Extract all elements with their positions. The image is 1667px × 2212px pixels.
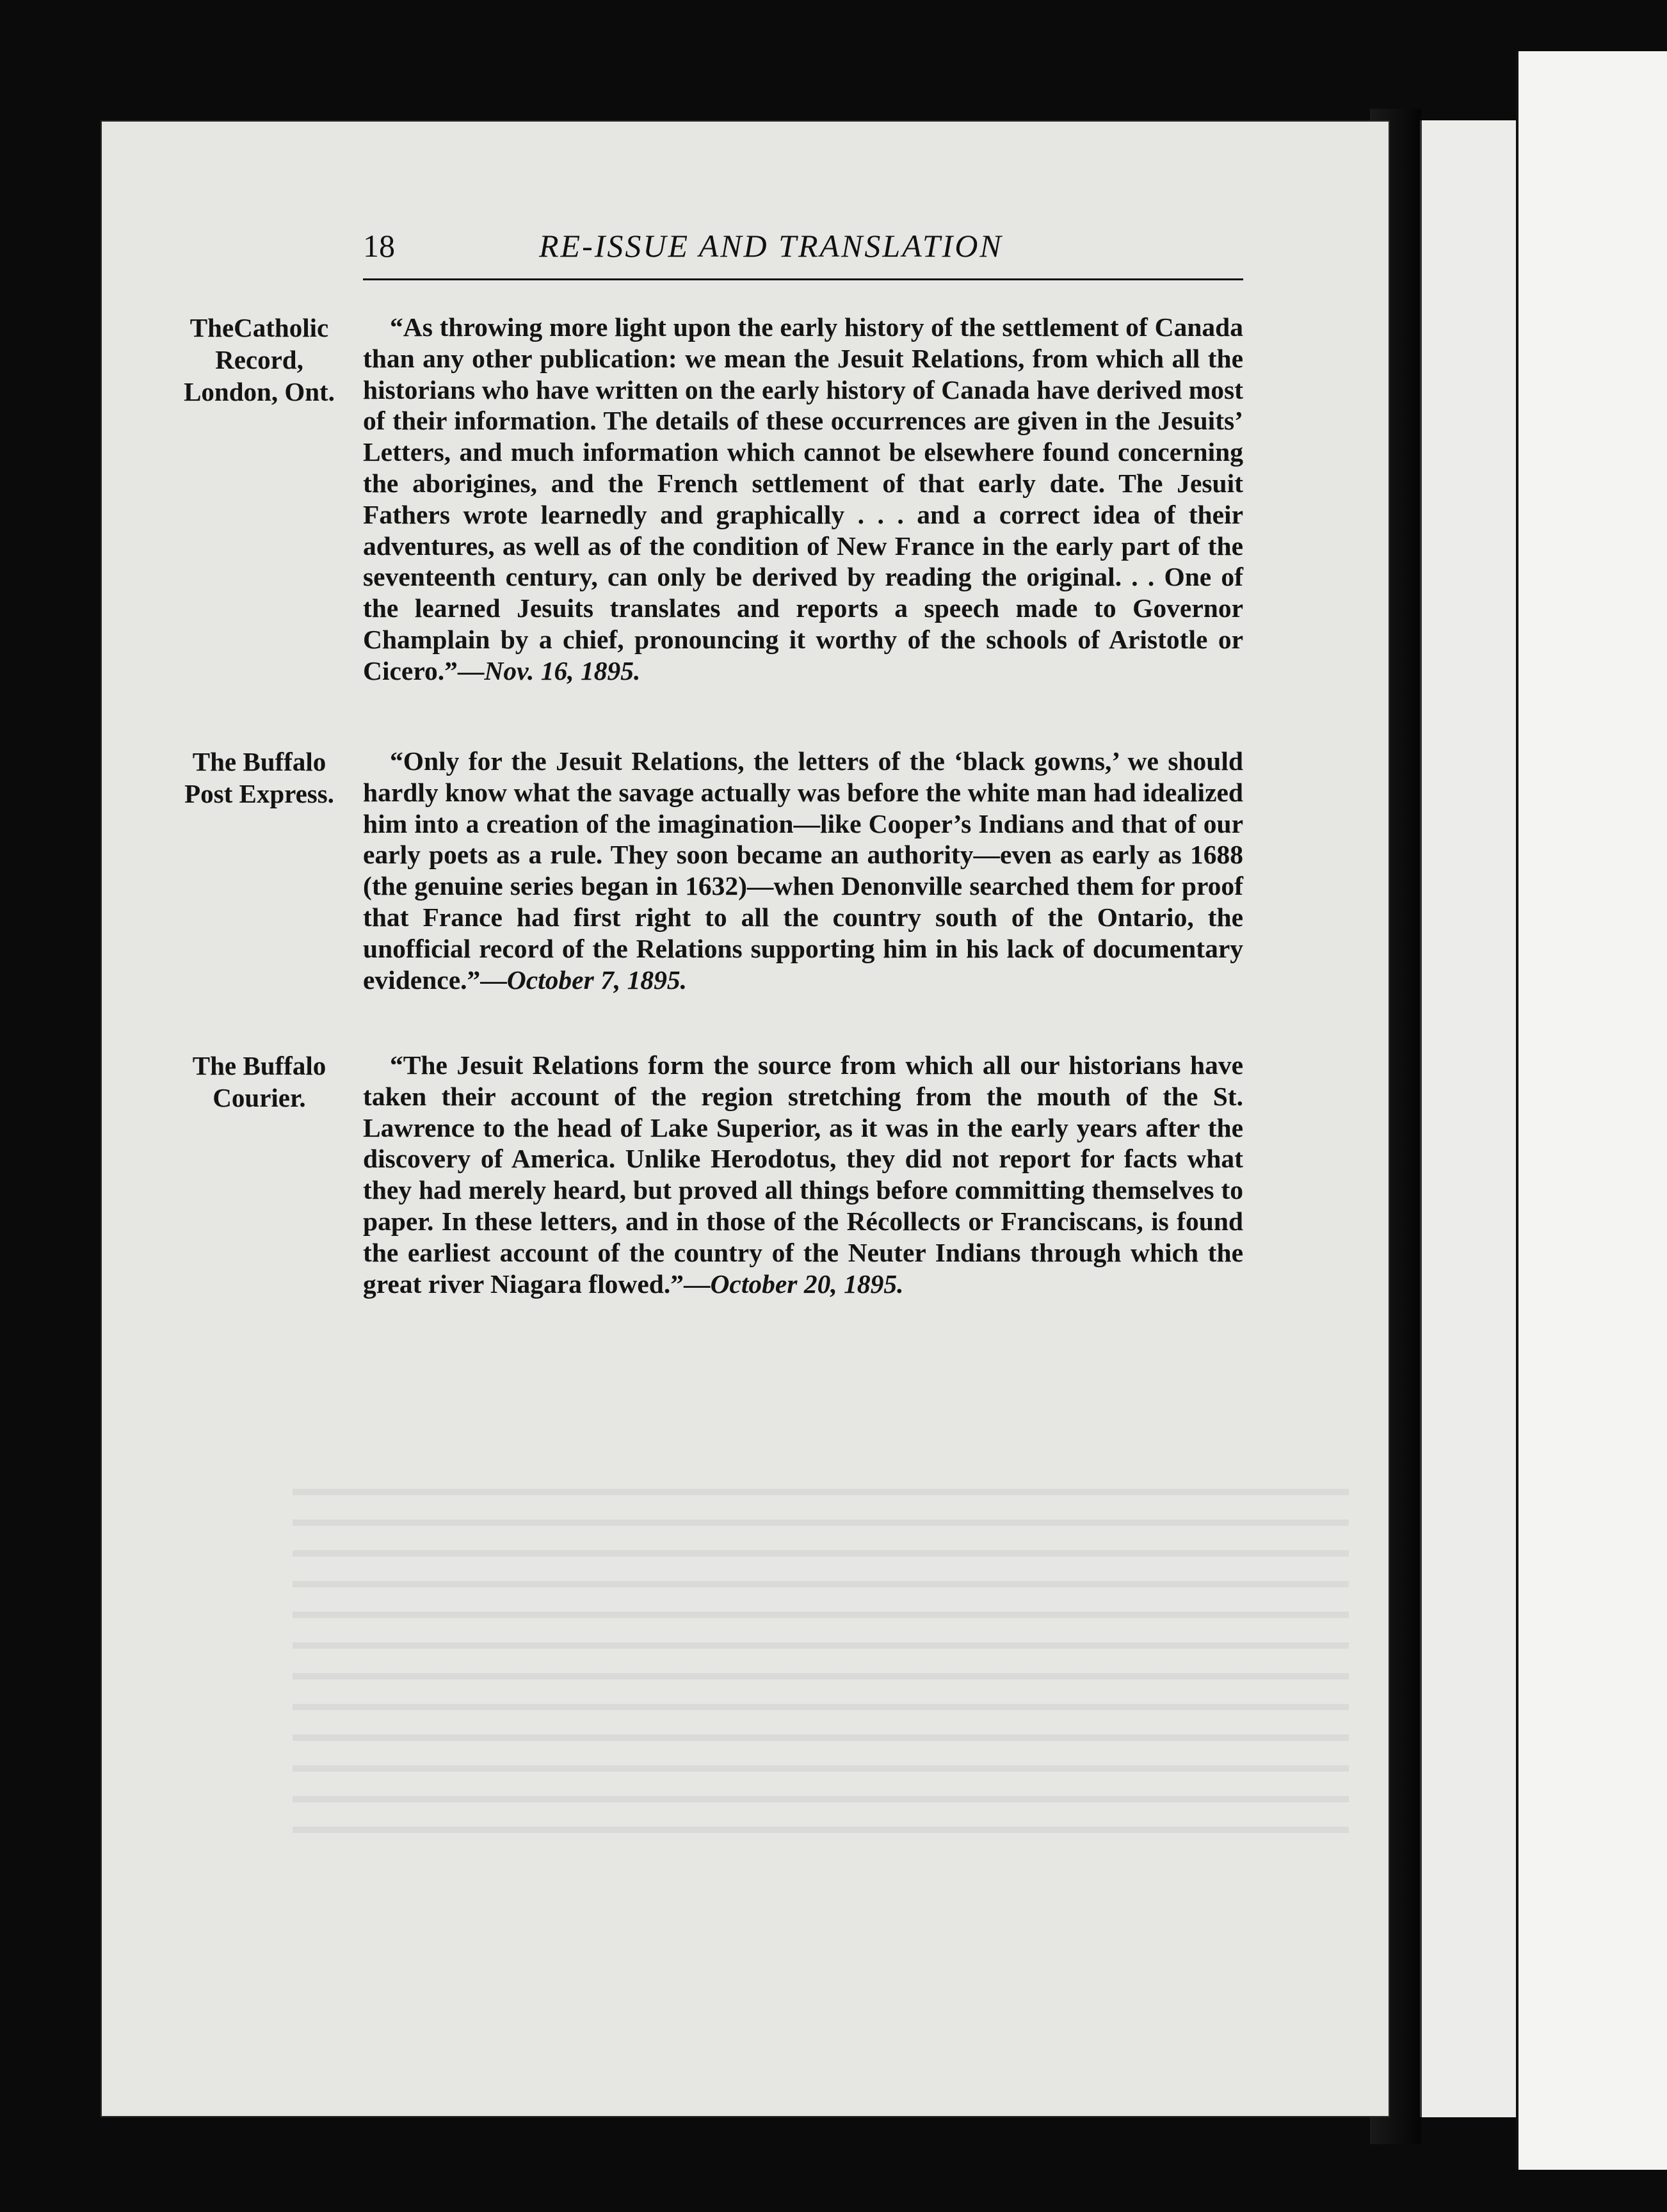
- quote-date: Nov. 16, 1895.: [484, 655, 641, 685]
- quoted-review: [363, 312, 1243, 687]
- running-title: RE-ISSUE AND TRANSLATION: [539, 228, 1003, 264]
- quote-text: “Only for the Jesuit Relations, the letters of the ‘black gowns,’ we should hardly know what the savage actually was before the white man had idealized him into a creation of the imagination—like Cooper’s Indians and that of our early poets as a rule. They soon became an authority—even as early as 1688 (the genuine series began in 1632)—when Denonville searched them for proof that France had first right to all the country south of the Ontario, the unofficial record of the Relations supporting him in his lack of documentary evidence.”—: [363, 746, 1243, 995]
- quote-date: October 7, 1895.: [506, 965, 687, 995]
- page-header: [363, 227, 1243, 280]
- quoted-review: [363, 1050, 1243, 1299]
- show-through-text: [293, 1464, 1349, 1848]
- source-attribution: TheCatholic Record, London, Ont.: [184, 313, 335, 406]
- adjacent-page-edge: [1420, 120, 1518, 2117]
- quote-text: “As throwing more light upon the early history of the settlement of Canada than any other publication: we mean the Jesuit Relations, from which all the historians who have written on the early history of Canada have derived most of their information. The details of these occurrences are given in the Jesuits’ Letters, and much information which cannot be elsewhere found concerning the aborigines, and the French settlement of that early date. The Jesuit Fathers wrote learnedly and graphically . . . and a correct idea of their adventures, as well as of the condition of New France in the early part of the seventeenth century, can only be derived by reading the original. . . One of the learned Jesuits translates and reports a speech made to Governor Champlain by a chief, pronouncing it worthy of the schools of Aristotle or Cicero.”—: [363, 312, 1243, 685]
- page-number: 18: [363, 228, 395, 264]
- source-attribution: The Buffalo Courier.: [192, 1051, 326, 1112]
- quote-text: “The Jesuit Relations form the source from which all our historians have taken their account of the region stretching from the mouth of the St. Lawrence to the head of Lake Superior, as it was in the early years after the discovery of America. Unlike Herodotus, they did not report for facts what they had merely heard, but proved all things before committing themselves to paper. In these letters, and in those of the Récollects or Franciscans, is found the earliest account of the country of the Neuter Indians through which the great river Niagara flowed.”—: [363, 1050, 1243, 1299]
- quoted-review: [363, 746, 1243, 995]
- adjacent-page: [1516, 51, 1667, 2170]
- source-attribution: The Buffalo Post Express.: [184, 747, 334, 808]
- quote-date: October 20, 1895.: [710, 1269, 904, 1299]
